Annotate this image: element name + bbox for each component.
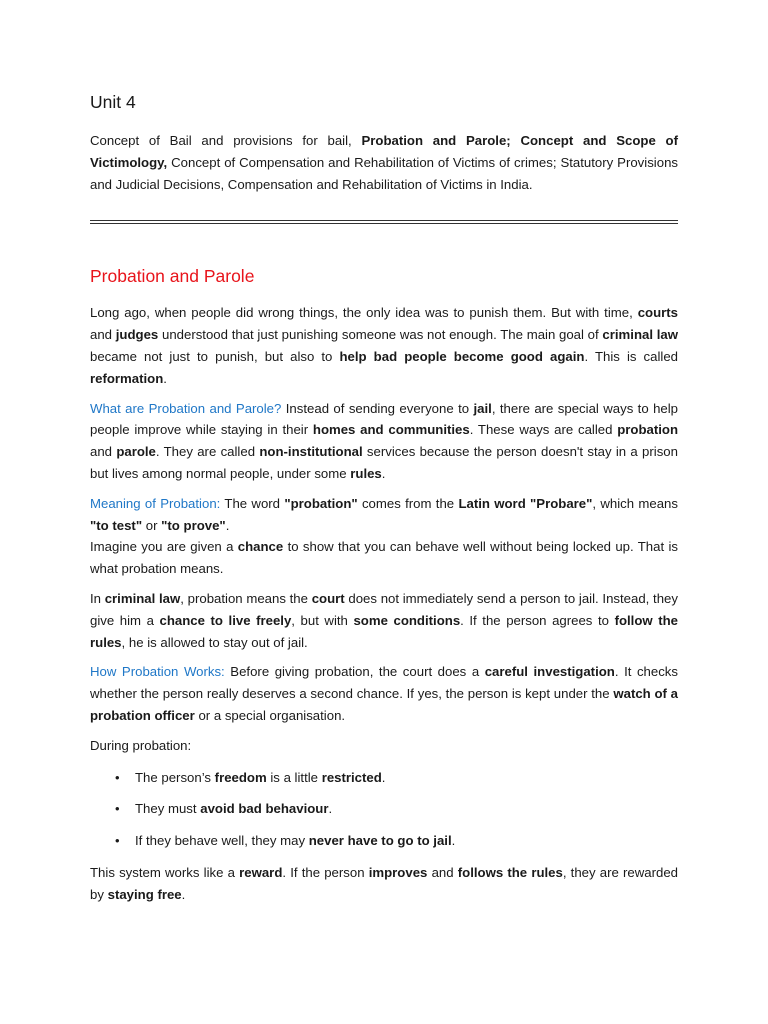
p4-bold: court bbox=[311, 590, 345, 606]
paragraph-during: During probation: bbox=[90, 737, 192, 753]
p3-text: The word bbox=[224, 495, 281, 511]
p3-bold: "probation" bbox=[284, 495, 358, 511]
bullet-text: If they behave well, they may bbox=[135, 833, 306, 849]
p1-bold: courts bbox=[637, 305, 678, 321]
paragraph-criminal-law bbox=[90, 588, 678, 653]
p2-bold: probation bbox=[617, 422, 679, 438]
p1-text: . bbox=[163, 370, 167, 386]
p1-text: understood that just punishing someone was not enough. The main goal of bbox=[161, 327, 599, 343]
lead-heading: How Probation Works: bbox=[90, 664, 225, 680]
p2-bold: parole bbox=[116, 444, 156, 460]
divider-line-bottom bbox=[90, 223, 678, 224]
p7-bold: staying free bbox=[107, 886, 182, 902]
p2-text: , there are special ways to help people improve while staying in their bbox=[90, 400, 679, 438]
lead-heading: What are Probation and Parole? bbox=[90, 400, 282, 416]
p2-text: and bbox=[90, 444, 113, 460]
p2-text: . bbox=[381, 465, 386, 481]
p3-text: or bbox=[145, 517, 158, 533]
p4-bold: chance to live freely bbox=[159, 612, 292, 628]
p5-bold: careful investigation bbox=[484, 664, 615, 680]
p5-text: Before giving probation, the court does a bbox=[230, 664, 480, 680]
p7-text: , they are rewarded by bbox=[90, 864, 678, 902]
p4-text: does not immediately send a person to jail. Instead, they give him a bbox=[90, 590, 678, 628]
p7-text: This system works like a bbox=[90, 864, 235, 880]
p1-text: . This is called bbox=[584, 348, 679, 364]
p5-text: or a special organisation. bbox=[198, 707, 346, 723]
p1-bold: reformation bbox=[90, 370, 164, 386]
p7-bold: reward bbox=[239, 864, 283, 880]
paragraph-meaning bbox=[90, 493, 678, 580]
divider-line-top bbox=[90, 220, 678, 221]
p3-text: comes from the bbox=[361, 495, 455, 511]
double-divider bbox=[90, 220, 678, 224]
p7-text: . bbox=[181, 886, 186, 902]
bullet-text: . bbox=[328, 801, 333, 817]
probation-conditions-list bbox=[90, 767, 678, 852]
p5-bold: watch of a probation officer bbox=[90, 686, 679, 723]
p4-text: . If the person agrees to bbox=[460, 612, 609, 628]
list-item bbox=[135, 798, 678, 820]
p3-text: Imagine you are given a bbox=[90, 539, 234, 555]
p4-text: , but with bbox=[291, 612, 348, 628]
p1-text: became not just to punish, but also to bbox=[90, 348, 333, 364]
p2-bold: jail bbox=[473, 400, 492, 416]
p3-bold: chance bbox=[237, 539, 284, 555]
p4-text: , he is allowed to stay out of jail. bbox=[121, 634, 308, 650]
bullet-bold: restricted bbox=[321, 769, 382, 785]
p4-text: , probation means the bbox=[180, 590, 308, 606]
list-item bbox=[135, 767, 678, 789]
intro-bold-1: Probation and Parole; Concept and Scope of Victimology, bbox=[90, 133, 678, 170]
p5-text: . It checks whether the person really deserves a second chance. If yes, the person is kept under the bbox=[90, 664, 678, 702]
p7-bold: improves bbox=[368, 864, 428, 880]
bullet-bold: never have to go to jail bbox=[308, 833, 452, 849]
p4-text: In bbox=[90, 590, 101, 606]
paragraph-reward bbox=[90, 862, 678, 906]
p2-bold: homes and communities bbox=[312, 422, 470, 438]
p2-text: . They are called bbox=[155, 444, 256, 460]
p2-text: services because the person doesn't stay in a prison but lives among normal people, under some bbox=[90, 444, 678, 481]
p7-bold: follows the rules bbox=[457, 864, 563, 880]
p3-text: , which means bbox=[592, 495, 678, 511]
p3-bold: Latin word "Probare" bbox=[458, 495, 593, 511]
p3-text: . bbox=[225, 517, 230, 533]
p4-bold: some conditions bbox=[353, 612, 461, 628]
bullet-text: They must bbox=[135, 801, 197, 817]
unit-intro bbox=[90, 130, 678, 195]
paragraph-how-works bbox=[90, 661, 678, 726]
p4-bold: follow the rules bbox=[90, 612, 679, 650]
p2-text: . These ways are called bbox=[469, 422, 613, 438]
p7-text: . If the person bbox=[282, 864, 365, 880]
p1-text: and bbox=[90, 327, 113, 343]
bullet-text: . bbox=[451, 833, 456, 849]
p2-bold: non-institutional bbox=[259, 444, 363, 460]
p2-text: Instead of sending everyone to bbox=[285, 400, 470, 416]
p1-bold: help bad people become good again bbox=[339, 348, 585, 364]
p1-text: Long ago, when people did wrong things, the only idea was to punish them. But with time, bbox=[90, 305, 633, 321]
p3-bold: "to prove" bbox=[161, 517, 226, 533]
bullet-text: is a little bbox=[270, 769, 319, 785]
bullet-text: The person’s bbox=[135, 769, 211, 785]
list-item bbox=[135, 830, 678, 852]
section-heading: Probation and Parole bbox=[90, 266, 255, 287]
bullet-bold: avoid bad behaviour bbox=[200, 801, 329, 817]
paragraph-what-are bbox=[90, 398, 678, 485]
intro-text-1: Concept of Bail and provisions for bail, bbox=[90, 133, 352, 148]
bullet-text: . bbox=[381, 769, 386, 785]
p4-bold: criminal law bbox=[104, 590, 181, 606]
paragraph-intro bbox=[90, 302, 678, 389]
lead-heading: Meaning of Probation: bbox=[90, 495, 221, 511]
intro-text-2: Concept of Compensation and Rehabilitation of Victims of crimes; Statutory Provisions and Judicial Decisions, Compensation and Rehabilitation of Victims in India. bbox=[90, 154, 678, 192]
p2-bold: rules bbox=[350, 465, 382, 481]
p3-text: to show that you can behave well without being locked up. That is what probation means. bbox=[90, 539, 678, 577]
p1-bold: judges bbox=[115, 327, 159, 343]
bullet-bold: freedom bbox=[214, 769, 267, 785]
p1-bold: criminal law bbox=[602, 327, 678, 343]
unit-title: Unit 4 bbox=[90, 92, 136, 112]
p7-text: and bbox=[431, 864, 454, 880]
p3-bold: "to test" bbox=[90, 517, 143, 533]
